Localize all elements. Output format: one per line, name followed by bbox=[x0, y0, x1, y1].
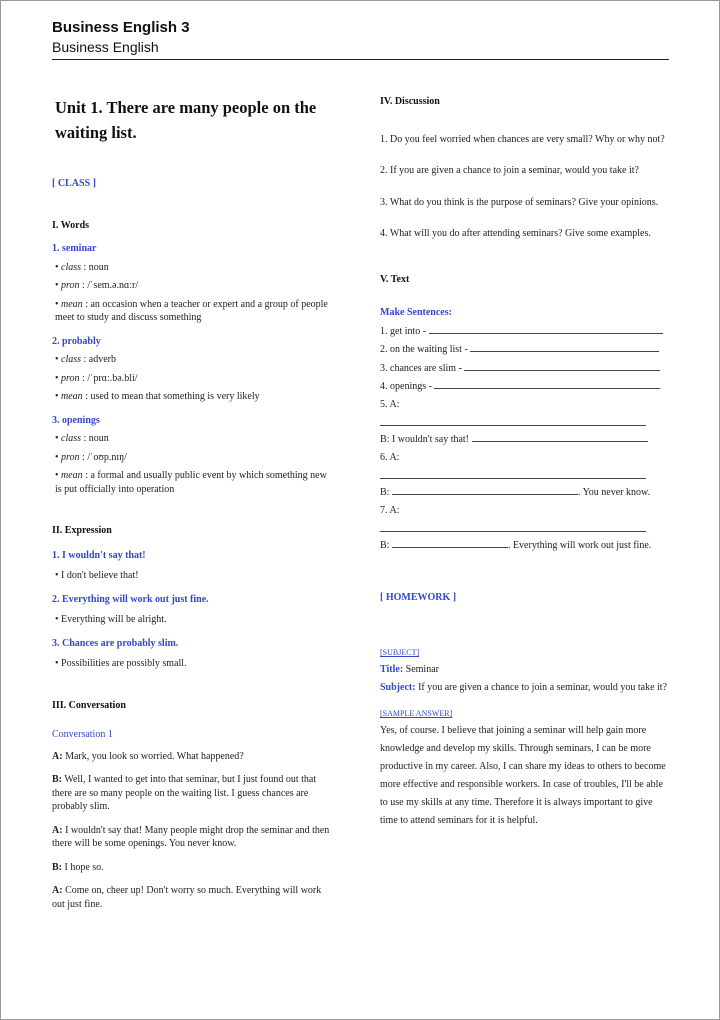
word-entry bbox=[52, 242, 334, 325]
dialogue-line: A: Mark, you look so worried. What happened? bbox=[52, 750, 244, 762]
discussion-heading: IV. Discussion bbox=[380, 96, 440, 107]
answer-blank[interactable] bbox=[434, 379, 660, 389]
word-meaning: • mean : a formal and usually public event by which something new is put officially into operation bbox=[55, 470, 327, 495]
expression-heading: II. Expression bbox=[52, 525, 112, 536]
unit-title: Unit 1. There are many people on the waiting list. bbox=[55, 98, 317, 142]
word-meaning: • mean : used to mean that something is very likely bbox=[55, 391, 260, 402]
sentence-prompt: 4. openings - bbox=[380, 379, 670, 394]
dialogue-line: B: I hope so. bbox=[52, 861, 104, 873]
homework-subject: Subject: If you are given a chance to join a seminar, would you take it? bbox=[380, 682, 668, 694]
sentence-prompt: 1. get into - bbox=[380, 324, 670, 339]
document-subtitle: Business English bbox=[52, 39, 159, 55]
expression-meaning: • Possibilities are possibly small. bbox=[55, 658, 187, 669]
dialogue-item: 5. A: bbox=[380, 398, 400, 410]
subject-tag: [SUBJECT] bbox=[380, 648, 420, 657]
word-class: • class : noun bbox=[55, 433, 109, 444]
word-pron: • pron : /ˈprɑː.bə.bli/ bbox=[55, 372, 138, 384]
answer-blank[interactable] bbox=[464, 361, 660, 371]
homework-label: [ HOMEWORK ] bbox=[380, 591, 457, 603]
discussion-question: 1. Do you feel worried when chances are very small? Why or why not? bbox=[380, 133, 665, 145]
header-divider bbox=[52, 59, 669, 60]
expression-meaning: • Everything will be alright. bbox=[55, 614, 167, 625]
dialogue-line: A: I wouldn't say that! Many people might drop the seminar and then there will be some openings. You never know. bbox=[52, 824, 330, 849]
answer-line[interactable] bbox=[380, 466, 646, 479]
answer-blank[interactable] bbox=[392, 538, 508, 548]
discussion-question: 2. If you are given a chance to join a seminar, would you take it? bbox=[380, 165, 639, 176]
word-meaning: • mean : an occasion when a teacher or expert and a group of people meet to study and discuss something bbox=[55, 298, 328, 323]
sentence-prompt: 3. chances are slim - bbox=[380, 361, 670, 376]
class-label: [ CLASS ] bbox=[52, 178, 96, 189]
answer-blank[interactable] bbox=[470, 342, 659, 352]
word-term: 1. seminar bbox=[52, 243, 97, 254]
right-column bbox=[380, 95, 670, 830]
expression-meaning: • I don't believe that! bbox=[55, 570, 139, 581]
sample-answer: Yes, of course. I believe that joining a seminar will help gain more knowledge and develop my skills. Through seminars, I can be more productive in my career. Also, I can share my ideas to others to become more effective and responsible workers. In case of troubles, I'll be able to use my skills at any time. Therefore it is always important to give time to attend seminars for it is helpful. bbox=[380, 724, 666, 826]
dialogue-item: B: I wouldn't say that! bbox=[380, 432, 670, 447]
word-term: 2. probably bbox=[52, 335, 101, 347]
sentence-prompt: 2. on the waiting list - bbox=[380, 342, 670, 357]
dialogue-item: B: . You never know. bbox=[380, 487, 651, 498]
dialogue-line: A: Come on, cheer up! Don't worry so much. Everything will work out just fine. bbox=[52, 885, 322, 910]
word-term: 3. openings bbox=[52, 414, 100, 426]
answer-line[interactable] bbox=[380, 413, 646, 426]
answer-blank[interactable] bbox=[472, 432, 648, 442]
word-entry bbox=[52, 335, 334, 404]
make-sentences-label: Make Sentences: bbox=[380, 307, 452, 318]
conversation-title: Conversation 1 bbox=[52, 729, 113, 740]
text-heading: V. Text bbox=[380, 273, 410, 285]
words-heading: I. Words bbox=[52, 219, 90, 231]
discussion-question: 4. What will you do after attending seminars? Give some examples. bbox=[380, 228, 651, 239]
answer-blank[interactable] bbox=[429, 324, 663, 334]
word-class: • class : noun bbox=[55, 261, 109, 273]
expression-phrase: 2. Everything will work out just fine. bbox=[52, 593, 209, 605]
left-column bbox=[52, 95, 334, 911]
sample-answer-tag: [SAMPLE ANSWER] bbox=[380, 708, 453, 718]
conversation-heading: III. Conversation bbox=[52, 699, 126, 711]
word-entry bbox=[52, 414, 334, 497]
expression-phrase: 1. I wouldn't say that! bbox=[52, 549, 146, 561]
answer-line[interactable] bbox=[380, 519, 646, 532]
word-class: • class : adverb bbox=[55, 354, 117, 365]
word-pron: • pron : /ˈsem.ə.nɑːr/ bbox=[55, 280, 139, 291]
document-title: Business English 3 bbox=[52, 19, 190, 36]
dialogue-item: 7. A: bbox=[380, 504, 400, 516]
answer-blank[interactable] bbox=[392, 485, 578, 495]
dialogue-line: B: Well, I wanted to get into that seminar, but I just found out that there are so many people on the waiting list. I guess chances are probably slim. bbox=[52, 774, 317, 812]
dialogue-item: B: . Everything will work out just fine. bbox=[380, 540, 652, 551]
discussion-question: 3. What do you think is the purpose of seminars? Give your opinions. bbox=[380, 196, 659, 208]
homework-title: Title: Seminar bbox=[380, 663, 439, 675]
dialogue-item: 6. A: bbox=[380, 451, 400, 463]
word-pron: • pron : /ˈoʊp.nɪŋ/ bbox=[55, 451, 127, 463]
expression-phrase: 3. Chances are probably slim. bbox=[52, 637, 179, 649]
